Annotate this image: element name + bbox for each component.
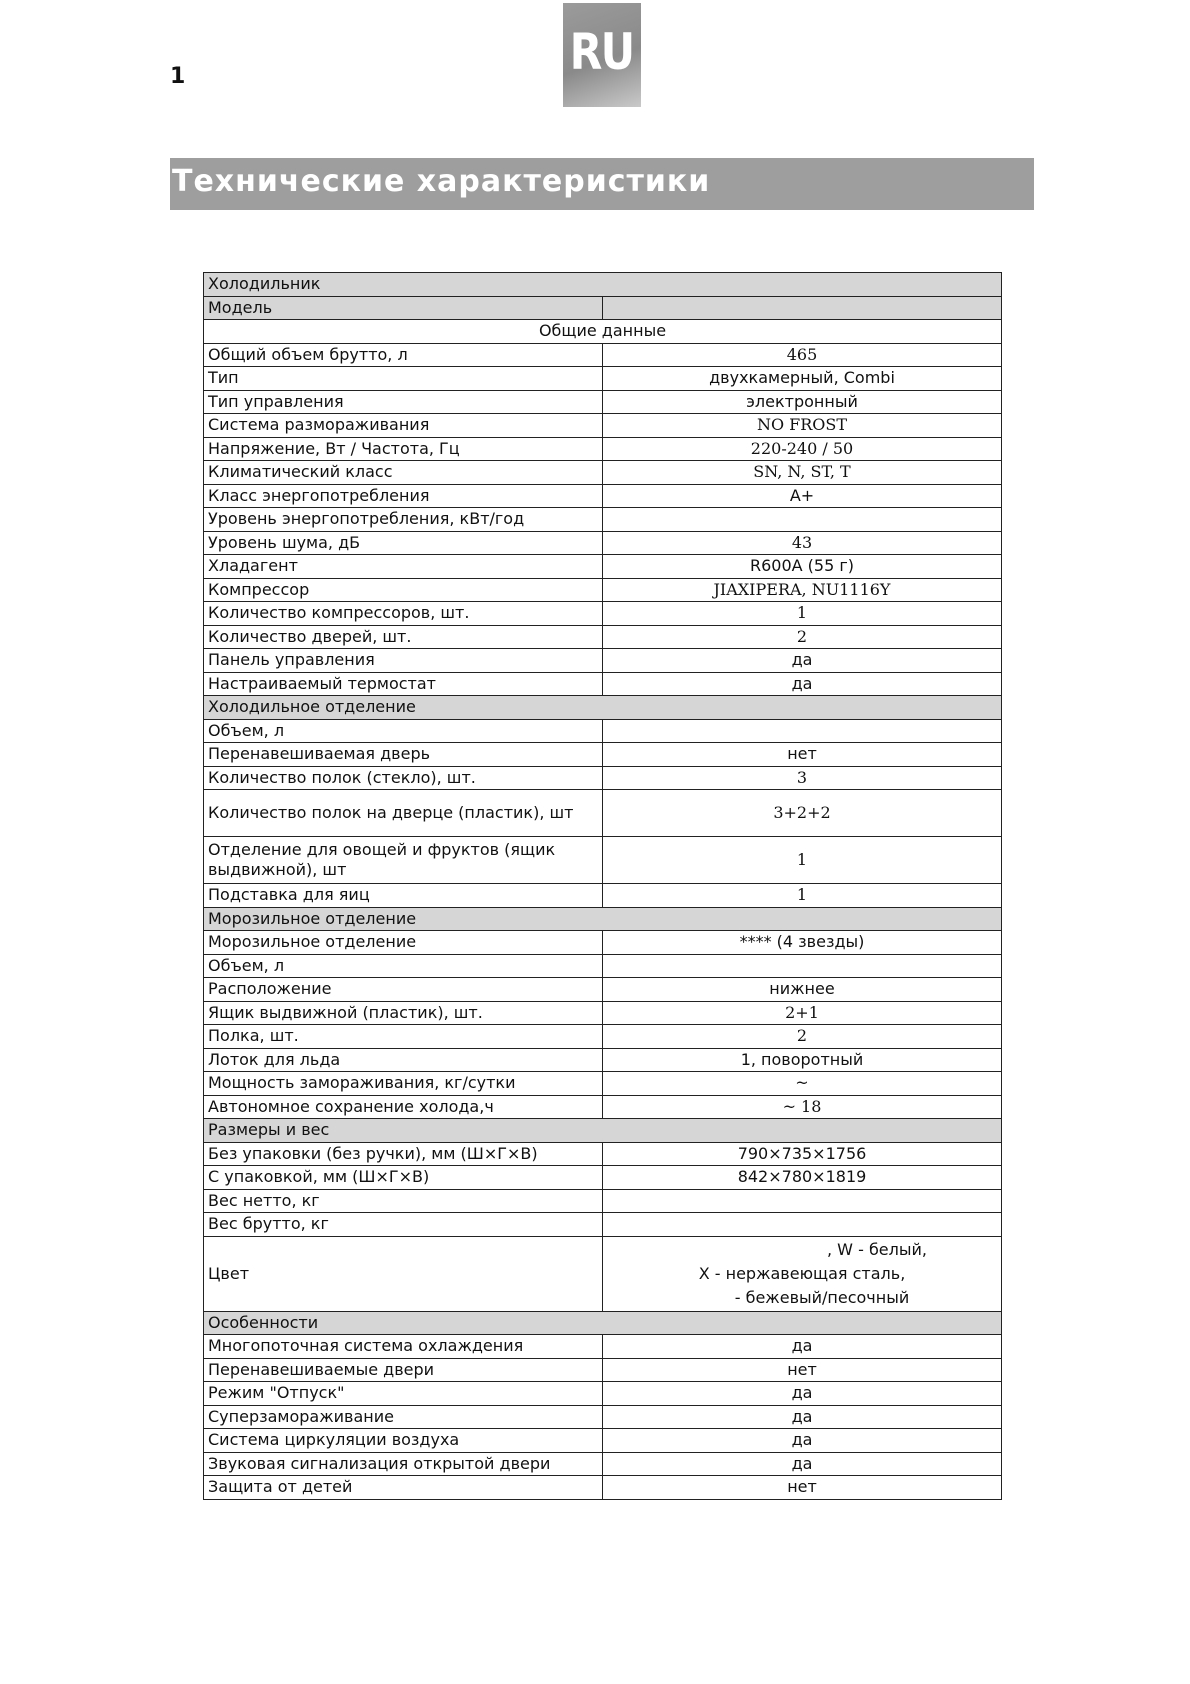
spec-label: Уровень энергопотребления, кВт/год: [204, 508, 603, 532]
spec-row: [204, 437, 1002, 461]
spec-value: да: [603, 1452, 1002, 1476]
general-header: Общие данные: [204, 320, 1002, 344]
spec-label: Климатический класс: [204, 461, 603, 485]
spec-label: Тип: [204, 367, 603, 391]
page-title: Технические характеристики: [172, 164, 711, 199]
spec-label: Количество компрессоров, шт.: [204, 602, 603, 626]
section-title: Особенности: [204, 1311, 1002, 1335]
spec-label: Хладагент: [204, 555, 603, 579]
spec-value: двухкамерный, Combi: [603, 367, 1002, 391]
spec-label: Настраиваемый термостат: [204, 672, 603, 696]
spec-value: 43: [603, 531, 1002, 555]
spec-label: Режим "Отпуск": [204, 1382, 603, 1406]
spec-label: Общий объем брутто, л: [204, 343, 603, 367]
spec-row: [204, 555, 1002, 579]
spec-value: [603, 1236, 1002, 1311]
spec-label: Компрессор: [204, 578, 603, 602]
spec-label: Многопоточная система охлаждения: [204, 1335, 603, 1359]
color-options: [677, 1238, 927, 1310]
section-header-dimensions: [204, 1119, 1002, 1143]
spec-row: [204, 508, 1002, 532]
spec-label: Количество полок на дверце (пластик), шт: [204, 790, 603, 837]
spec-label: Напряжение, Вт / Частота, Гц: [204, 437, 603, 461]
spec-value: 790×735×1756: [603, 1142, 1002, 1166]
spec-row: [204, 1166, 1002, 1190]
spec-value: ~: [603, 1072, 1002, 1096]
spec-row: [204, 1001, 1002, 1025]
spec-label: Вес брутто, кг: [204, 1213, 603, 1237]
section-title: Размеры и вес: [204, 1119, 1002, 1143]
spec-value: электронный: [603, 390, 1002, 414]
spec-row: [204, 1213, 1002, 1237]
spec-label: Панель управления: [204, 649, 603, 673]
spec-row: [204, 1048, 1002, 1072]
spec-row: [204, 1189, 1002, 1213]
spec-label: Класс энергопотребления: [204, 484, 603, 508]
spec-label: Вес нетто, кг: [204, 1189, 603, 1213]
spec-row: [204, 954, 1002, 978]
spec-value: да: [603, 1429, 1002, 1453]
color-line: - бежевый/песочный: [734, 1287, 910, 1307]
spec-label: Расположение: [204, 978, 603, 1002]
spec-label: Без упаковки (без ручки), мм (Ш×Г×В): [204, 1142, 603, 1166]
spec-row: [204, 625, 1002, 649]
spec-value: 1: [603, 602, 1002, 626]
spec-value: R600A (55 г): [603, 555, 1002, 579]
spec-row: [204, 743, 1002, 767]
section-header-refrigerator: [204, 273, 1002, 297]
spec-label: Автономное сохранение холода,ч: [204, 1095, 603, 1119]
language-badge-label: RU: [570, 23, 634, 81]
spec-row: [204, 414, 1002, 438]
spec-value: 1, поворотный: [603, 1048, 1002, 1072]
spec-label: Перенавешиваемая дверь: [204, 743, 603, 767]
spec-label: Мощность замораживания, кг/сутки: [204, 1072, 603, 1096]
spec-row: [204, 390, 1002, 414]
spec-label: Уровень шума, дБ: [204, 531, 603, 555]
spec-row: [204, 837, 1002, 884]
spec-label: Система размораживания: [204, 414, 603, 438]
spec-value: [603, 508, 1002, 532]
color-line: X - нержавеющая сталь,: [698, 1263, 906, 1283]
spec-row: [204, 461, 1002, 485]
color-line: , W - белый,: [827, 1239, 927, 1259]
language-badge: [563, 3, 641, 107]
spec-value: 3: [603, 766, 1002, 790]
spec-value: **** (4 звезды): [603, 931, 1002, 955]
spec-value: NO FROST: [603, 414, 1002, 438]
section-header-freezer: [204, 907, 1002, 931]
spec-row: [204, 343, 1002, 367]
spec-row: [204, 884, 1002, 908]
spec-label: Защита от детей: [204, 1476, 603, 1500]
spec-value: нижнее: [603, 978, 1002, 1002]
title-bar: [170, 158, 1034, 210]
page-number: 1: [170, 64, 186, 89]
spec-value: 2+1: [603, 1001, 1002, 1025]
spec-row: [204, 790, 1002, 837]
spec-value: да: [603, 1405, 1002, 1429]
section-title: Холодильник: [204, 273, 1002, 297]
spec-row: [204, 367, 1002, 391]
spec-row: [204, 931, 1002, 955]
spec-label: С упаковкой, мм (Ш×Г×В): [204, 1166, 603, 1190]
spec-row: [204, 602, 1002, 626]
spec-label: Отделение для овощей и фруктов (ящик выдвижной), шт: [204, 837, 603, 884]
spec-row: [204, 1072, 1002, 1096]
spec-row: [204, 1476, 1002, 1500]
spec-row: [204, 1382, 1002, 1406]
spec-label: Объем, л: [204, 719, 603, 743]
spec-value: 2: [603, 625, 1002, 649]
spec-row: [204, 1335, 1002, 1359]
spec-row: [204, 1095, 1002, 1119]
spec-value: [603, 954, 1002, 978]
spec-label: Полка, шт.: [204, 1025, 603, 1049]
color-row: [204, 1236, 1002, 1311]
spec-row: [204, 719, 1002, 743]
spec-label: Система циркуляции воздуха: [204, 1429, 603, 1453]
spec-row: [204, 1452, 1002, 1476]
spec-row: [204, 1358, 1002, 1382]
spec-row: [204, 672, 1002, 696]
spec-value: [603, 1189, 1002, 1213]
section-header-fridge: [204, 696, 1002, 720]
spec-label: Количество полок (стекло), шт.: [204, 766, 603, 790]
spec-label: Перенавешиваемые двери: [204, 1358, 603, 1382]
spec-label: Суперзамораживание: [204, 1405, 603, 1429]
spec-value: [603, 1213, 1002, 1237]
spec-value: да: [603, 649, 1002, 673]
spec-label: Количество дверей, шт.: [204, 625, 603, 649]
spec-value: 465: [603, 343, 1002, 367]
spec-value: 842×780×1819: [603, 1166, 1002, 1190]
spec-row: [204, 978, 1002, 1002]
spec-row: [204, 649, 1002, 673]
section-title: Холодильное отделение: [204, 696, 1002, 720]
spec-value: [603, 719, 1002, 743]
spec-label: Подставка для яиц: [204, 884, 603, 908]
spec-row: [204, 1025, 1002, 1049]
spec-label: Ящик выдвижной (пластик), шт.: [204, 1001, 603, 1025]
spec-value: нет: [603, 743, 1002, 767]
section-title: Морозильное отделение: [204, 907, 1002, 931]
spec-value: 2: [603, 1025, 1002, 1049]
section-header-features: [204, 1311, 1002, 1335]
spec-row: [204, 484, 1002, 508]
spec-label: Тип управления: [204, 390, 603, 414]
spec-label: Объем, л: [204, 954, 603, 978]
spec-value: A+: [603, 484, 1002, 508]
spec-label: Модель: [204, 296, 603, 320]
spec-row: [204, 766, 1002, 790]
specification-table: [203, 272, 1002, 1500]
general-header-row: [204, 320, 1002, 344]
spec-value: 1: [603, 837, 1002, 884]
spec-label: Цвет: [204, 1236, 603, 1311]
spec-value: 1: [603, 884, 1002, 908]
model-row: [204, 296, 1002, 320]
spec-value: 220-240 / 50: [603, 437, 1002, 461]
spec-value: SN, N, ST, T: [603, 461, 1002, 485]
spec-row: [204, 531, 1002, 555]
spec-row: [204, 1142, 1002, 1166]
spec-value: да: [603, 672, 1002, 696]
spec-row: [204, 1429, 1002, 1453]
spec-row: [204, 1405, 1002, 1429]
spec-value: да: [603, 1382, 1002, 1406]
spec-value: JIAXIPERA, NU1116Y: [603, 578, 1002, 602]
spec-value: нет: [603, 1358, 1002, 1382]
spec-label: Морозильное отделение: [204, 931, 603, 955]
spec-value: [603, 296, 1002, 320]
spec-value: нет: [603, 1476, 1002, 1500]
spec-value: да: [603, 1335, 1002, 1359]
spec-value: ~ 18: [603, 1095, 1002, 1119]
spec-row: [204, 578, 1002, 602]
spec-label: Звуковая сигнализация открытой двери: [204, 1452, 603, 1476]
spec-value: 3+2+2: [603, 790, 1002, 837]
spec-label: Лоток для льда: [204, 1048, 603, 1072]
